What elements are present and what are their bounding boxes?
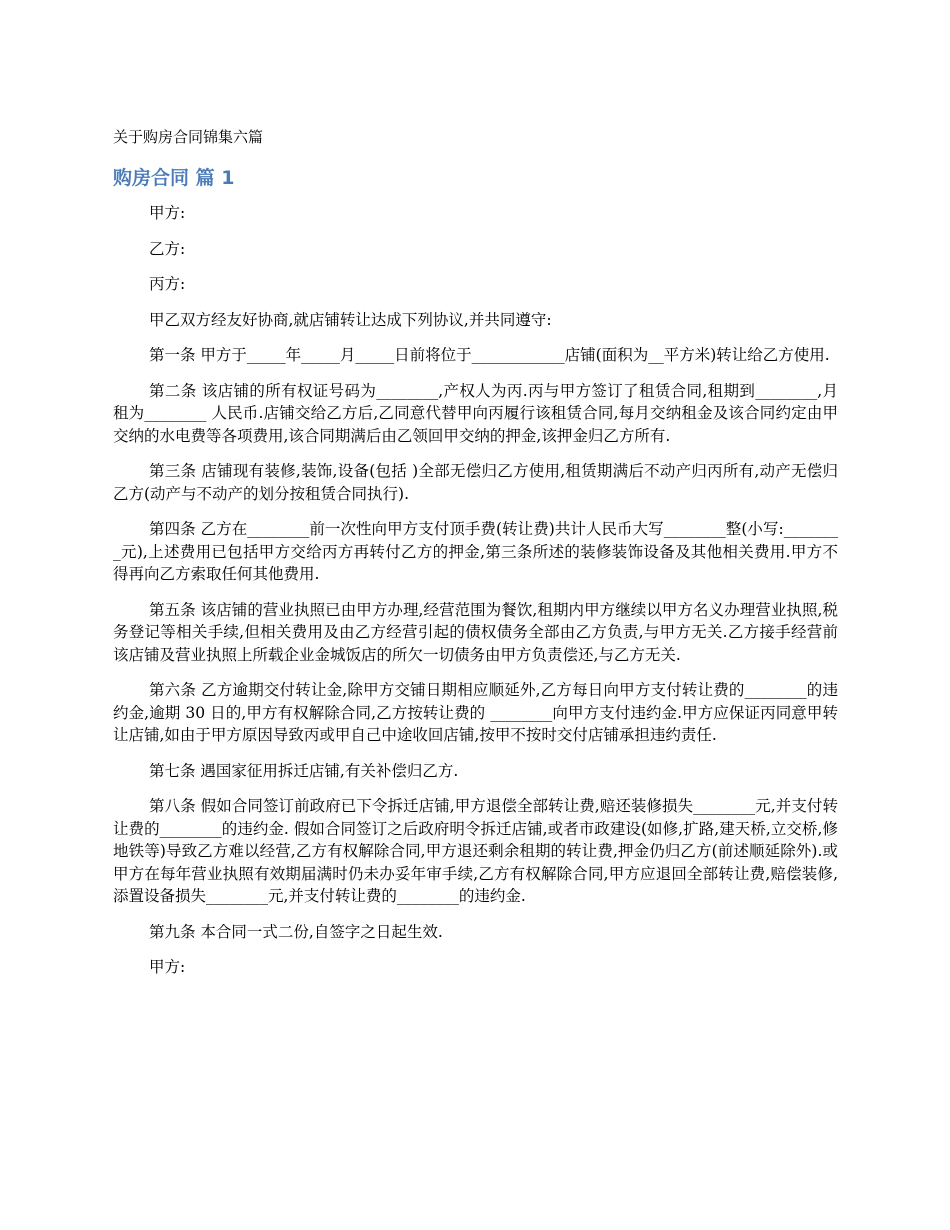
article-6: 第六条 乙方逾期交付转让金,除甲方交铺日期相应顺延外,乙方每日向甲方支付转让费的________的违约金,逾期 30 日的,甲方有权解除合同,乙方按转让费的 ________向甲方支付违约金.甲方应保证丙同意甲转让店铺,如由于甲方原因导致丙或甲自己中途收回店铺,按甲不按时交付店铺承担违约责任. [113, 681, 838, 744]
signature-party-a-label: 甲方: [149, 958, 186, 976]
article-4: 第四条 乙方在________前一次性向甲方支付顶手费(转让费)共计人民币大写________整(小写:________元),上述费用已包括甲方交给丙方再转付乙方的押金,第三条所述的装修装饰设备及其他相关费用.甲方不得再向乙方索取任何其他费用. [113, 520, 838, 583]
article-5: 第五条 该店铺的营业执照已由甲方办理,经营范围为餐饮,租期内甲方继续以甲方名义办理营业执照,税务登记等相关手续,但相关费用及由乙方经营引起的债权债务全部由乙方负责,与甲方无关.乙方接手经营前该店铺及营业执照上所载企业金城饭店的所欠一切债务由甲方负责偿还,与乙方无关. [113, 600, 838, 664]
section-heading: 购房合同 篇 1 [113, 167, 235, 189]
document-title: 关于购房合同锦集六篇 [113, 128, 264, 146]
article-2: 第二条 该店铺的所有权证号码为________,产权人为丙.丙与甲方签订了租赁合同,租期到________,月租为________ 人民币.店铺交给乙方后,乙同意代替甲向丙履行该租赁合同,每月交纳租金及该合同约定由甲交纳的水电费等各项费用,该合同期满后由乙领回甲交纳的押金,该押金归乙方所有. [113, 381, 838, 445]
party-c-label: 丙方: [149, 275, 186, 293]
document-body [113, 202, 838, 992]
party-a-label: 甲方: [149, 204, 186, 222]
preamble-paragraph: 甲乙双方经友好协商,就店铺转让达成下列协议,并共同遵守: [149, 310, 552, 329]
article-8: 第八条 假如合同签订前政府已下令拆迁店铺,甲方退偿全部转让费,赔还装修损失________元,并支付转让费的________的违约金. 假如合同签订之后政府明令拆迁店铺,或者市政建设(如修,扩路,建天桥,立交桥,修地铁等)导致乙方难以经营,乙方有权解除合同,甲方退还剩余租期的转让费,押金仍归乙方(前述顺延除外).或甲方在每年营业执照有效期届满时仍未办妥年审手续,乙方有权解除合同,甲方应退回全部转让费,赔偿装修,添置设备损失________元,并支付转让费的________的违约金. [113, 797, 838, 905]
party-b-label: 乙方: [149, 239, 186, 258]
article-3: 第三条 店铺现有装修,装饰,设备(包括 )全部无偿归乙方使用,租赁期满后不动产归丙所有,动产无偿归乙方(动产与不动产的划分按租赁合同执行). [113, 462, 838, 503]
article-7: 第七条 遇国家征用拆迁店铺,有关补偿归乙方. [149, 761, 459, 780]
article-1: 第一条 甲方于_____年_____月_____日前将位于____________店铺(面积为__平方米)转让给乙方使用. [149, 346, 830, 364]
article-9: 第九条 本合同一式二份,自签字之日起生效. [149, 922, 443, 941]
